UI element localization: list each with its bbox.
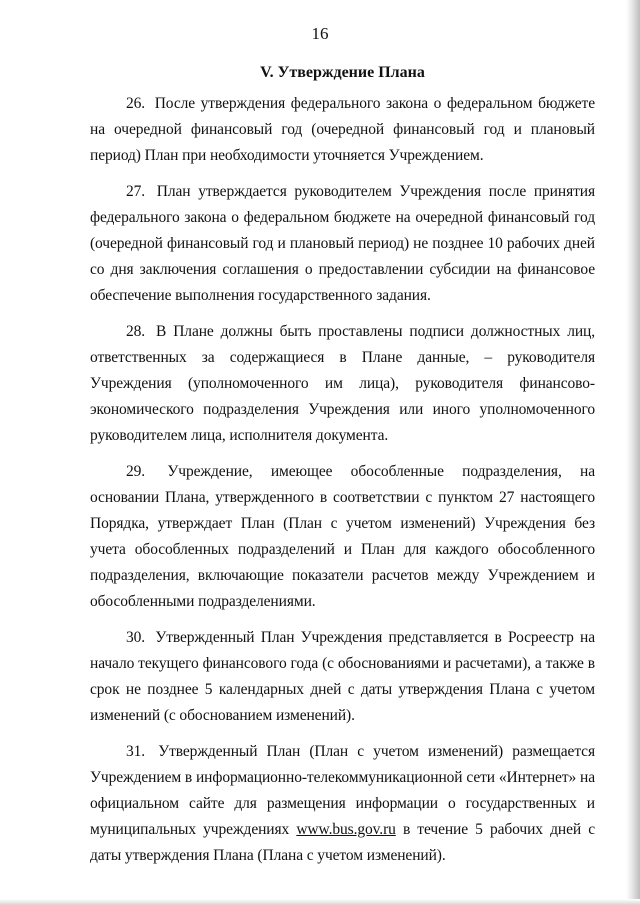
paragraph-text: В Плане должны быть проставлены подписи должностных лиц, ответственных за содержащиеся в Плане данные, – руководителя Учреждения (уполномоченного им лица), руководителя финансово-экономического подразделения Учреждения или иного уполномоченного руководителем лица, исполнителя документа. <box>90 323 595 444</box>
paragraph-number: 26. <box>126 95 146 112</box>
paragraph-text: Утвержденный План Учреждения представляется в Росреестр на начало текущего финансового года (с обоснованиями и расчетами), а также в срок не позднее 5 календарных дней с даты утверждения Плана с учетом изменений (с обоснованием изменений). <box>90 629 596 724</box>
paragraph-text: в течение 5 рабочих дней с даты утверждения Плана (Плана с учетом изменений). <box>90 821 595 864</box>
paragraph-number: 28. <box>126 323 146 340</box>
paragraph-text: План утверждается руководителем Учреждения после принятия федерального закона о федеральном бюджете на очередной финансовый год (очередной финансовый год и плановый период) не позднее 10 рабочих дней со дня заключения соглашения о предоставлении субсидии на финансовое обеспечение выполнения государственного задания. <box>90 183 596 304</box>
page-number: 16 <box>311 24 329 43</box>
scan-bottom-shadow <box>0 899 640 905</box>
website-link[interactable]: www.bus.gov.ru <box>296 821 396 838</box>
paragraph-26 <box>90 91 595 169</box>
scan-edge-shadow <box>626 0 640 905</box>
paragraph-text: Учреждение, имеющее обособленные подразделения, на основании Плана, утвержденного в соответствии с пунктом 27 настоящего Порядка, утверждает План (План с учетом изменений) Учреждения без учета обособленных подразделений и План для каждого обособленного подразделения, включающие показатели расчетов между Учреждением и обособленными подразделениями. <box>90 463 595 610</box>
paragraph-text: После утверждения федерального закона о федеральном бюджете на очередной финансовый год (очередной финансовый год и плановый период) План при необходимости уточняется Учреждением. <box>90 95 595 164</box>
paragraph-28 <box>90 319 595 449</box>
paragraph-31 <box>90 739 595 869</box>
paragraph-number: 30. <box>126 629 146 646</box>
paragraph-number: 27. <box>126 183 146 200</box>
paragraph-27 <box>90 179 595 309</box>
section-title: V. Утверждение Плана <box>260 64 425 81</box>
paragraph-number: 31. <box>126 743 146 760</box>
paragraph-text: Утвержденный План (План с учетом изменений) размещается Учреждением в информационно-телекоммуникационной сети «Интернет» на официальном сайте для размещения информации о государственных и муниципальных учреждениях <box>90 743 595 838</box>
paragraph-29 <box>90 459 595 615</box>
document-body <box>90 91 595 879</box>
paragraph-30 <box>90 625 595 729</box>
paragraph-number: 29. <box>126 463 146 480</box>
